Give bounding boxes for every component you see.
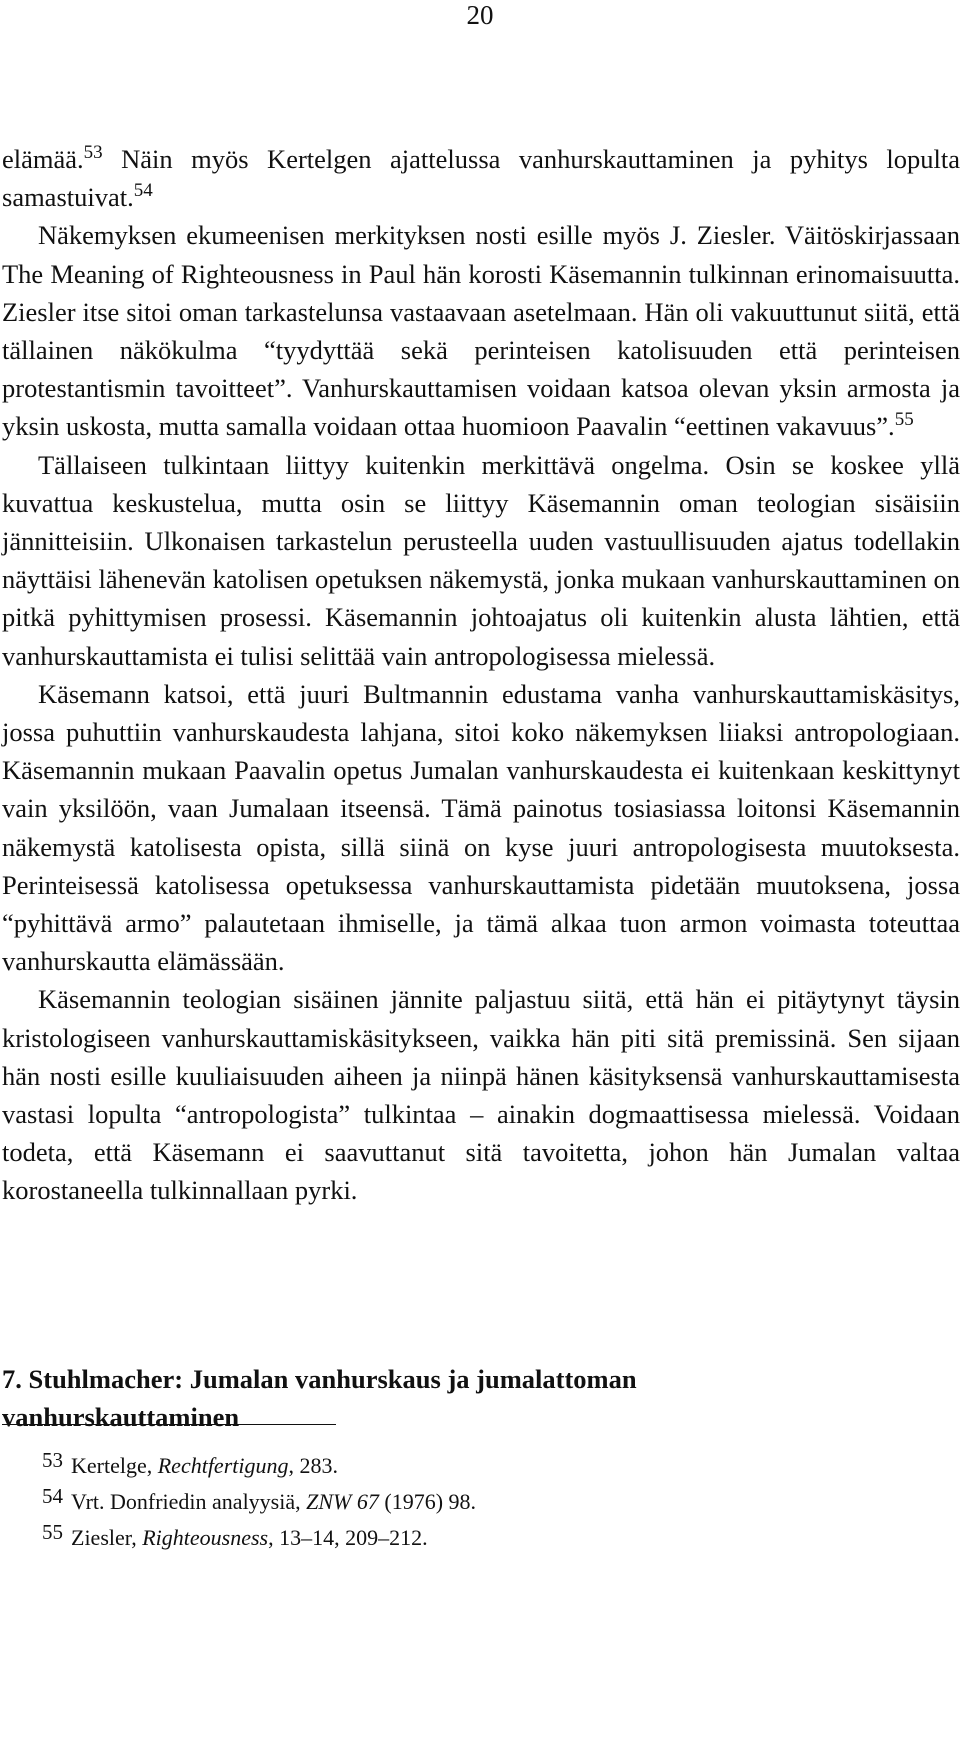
text-run: Tällaiseen tulkintaan liittyy kuitenkin merkittävä ongelma. Osin se koskee yllä kuvattua keskustelua, mutta osin se liittyy Käsemannin oman teologian sisäisiin jännitteisiin. Ulkonaisen tarkastelun perusteella uuden vastuullisuuden ajatus todellakin näyttäisi lähenevän katolisen opetuksen näkemystä, jonka mukaan vanhurskauttaminen on pitkä pyhittymisen prosessi. Käsemannin johtoajatus oli kuitenkin alusta lähtien, että vanhurskauttamista ei tulisi selittää vain antropologisessa mielessä. xyxy=(2,449,960,671)
section-heading-line-2: vanhurskauttaminen xyxy=(2,1402,240,1432)
footnote-number: 54 xyxy=(42,1484,63,1508)
page-number: 20 xyxy=(466,0,494,30)
paragraph xyxy=(2,675,960,981)
paragraph xyxy=(2,446,960,675)
footnote xyxy=(2,1520,960,1556)
footnote-number: 55 xyxy=(42,1520,63,1544)
footnote-divider xyxy=(2,1424,336,1425)
footnotes xyxy=(2,1448,960,1556)
italic-text: ZNW 67 xyxy=(306,1489,379,1514)
footnote-text xyxy=(71,1525,428,1550)
italic-text: Righteousness xyxy=(142,1525,269,1550)
italic-text: Rechtfertigung xyxy=(157,1453,289,1478)
footnote xyxy=(2,1448,960,1484)
paragraph xyxy=(2,216,960,445)
text-run: elämää. xyxy=(2,144,84,174)
footnote xyxy=(2,1484,960,1520)
text-run: (1976) 98. xyxy=(378,1489,477,1514)
footnote-ref: 53 xyxy=(83,142,103,163)
paragraph xyxy=(2,980,960,1209)
text-run: Käsemann katsoi, että juuri Bultmannin edustama vanha vanhurskauttamiskäsitys, jossa puhuttiin vanhurskaudesta lahjana, sitoi koko näkemyksen liiaksi antropologiaan. Käsemannin mukaan Paavalin opetus Jumalan vanhurskaudesta ei kuitenkaan keskittynyt vain yksilöön, vaan Jumalaan itseensä. Tämä painotus tosiasiassa loitonsi Käsemannin näkemystä katolisesta opista, sillä siinä on kyse juuri antropologisesta muutoksesta. Perinteisessä katolisessa opetuksessa vanhurskauttamista pidetään muutoksena, jossa “pyhittävä armo” palautetaan ihmiselle, ja tämä alkaa tuon armon voimasta toteuttaa vanhurskautta elämässään. xyxy=(2,678,960,977)
text-run: Näin myös Kertelgen ajattelussa vanhurskauttaminen ja pyhitys lopulta samastuivat. xyxy=(2,144,960,213)
footnote-text xyxy=(71,1489,476,1514)
footnote-ref: 54 xyxy=(133,180,153,202)
text-run: Käsemannin teologian sisäinen jännite paljastuu siitä, että hän ei pitäytynyt täysin kristologiseen vanhurskauttamiskäsitykseen, vaikka hän piti sitä premissinä. Sen sijaan hän nosti esille kuuliaisuuden aiheen ja niinpä hänen käsityksensä vanhurskauttamisesta vastasi lopulta “antropologista” tulkintaa – ainakin dogmaattisessa mielessä. Voidaan todeta, että Käsemann ei saavuttanut sitä tavoitetta, johon hän Jumalan valtaa korostaneella tulkinnallaan pyrki. xyxy=(2,984,960,1206)
text-run: Kertelge, xyxy=(71,1453,158,1478)
footnote-text xyxy=(71,1453,338,1478)
footnote-number: 53 xyxy=(42,1448,63,1472)
paragraph xyxy=(2,140,960,216)
text-run: Vrt. Donfriedin analyysiä, xyxy=(71,1489,307,1514)
footnote-ref: 55 xyxy=(894,409,914,431)
text-run: , 283. xyxy=(288,1453,338,1478)
body-text xyxy=(2,140,960,1210)
section-heading-line-1: 7. Stuhlmacher: Jumalan vanhurskaus ja jumalattoman xyxy=(2,1364,637,1394)
text-run: , 13–14, 209–212. xyxy=(268,1525,428,1550)
text-run: Näkemyksen ekumeenisen merkityksen nosti esille myös J. Ziesler. Väitöskirjassaan The Meaning of Righteousness in Paul hän korosti Käsemannin tulkinnan erinomaisuutta. Ziesler itse sitoi oman tarkastelunsa vastaavaan asetelmaan. Hän oli vakuuttunut siitä, että tällainen näkökulma “tyydyttää sekä perinteisen katolisuuden että perinteisen protestantismin tavoitteet”. Vanhurskauttamisen voidaan katsoa olevan yksin armosta ja yksin uskosta, mutta samalla voidaan ottaa huomioon Paavalin “eettinen vakavuus”. xyxy=(2,220,960,442)
text-run: Ziesler, xyxy=(71,1525,143,1550)
